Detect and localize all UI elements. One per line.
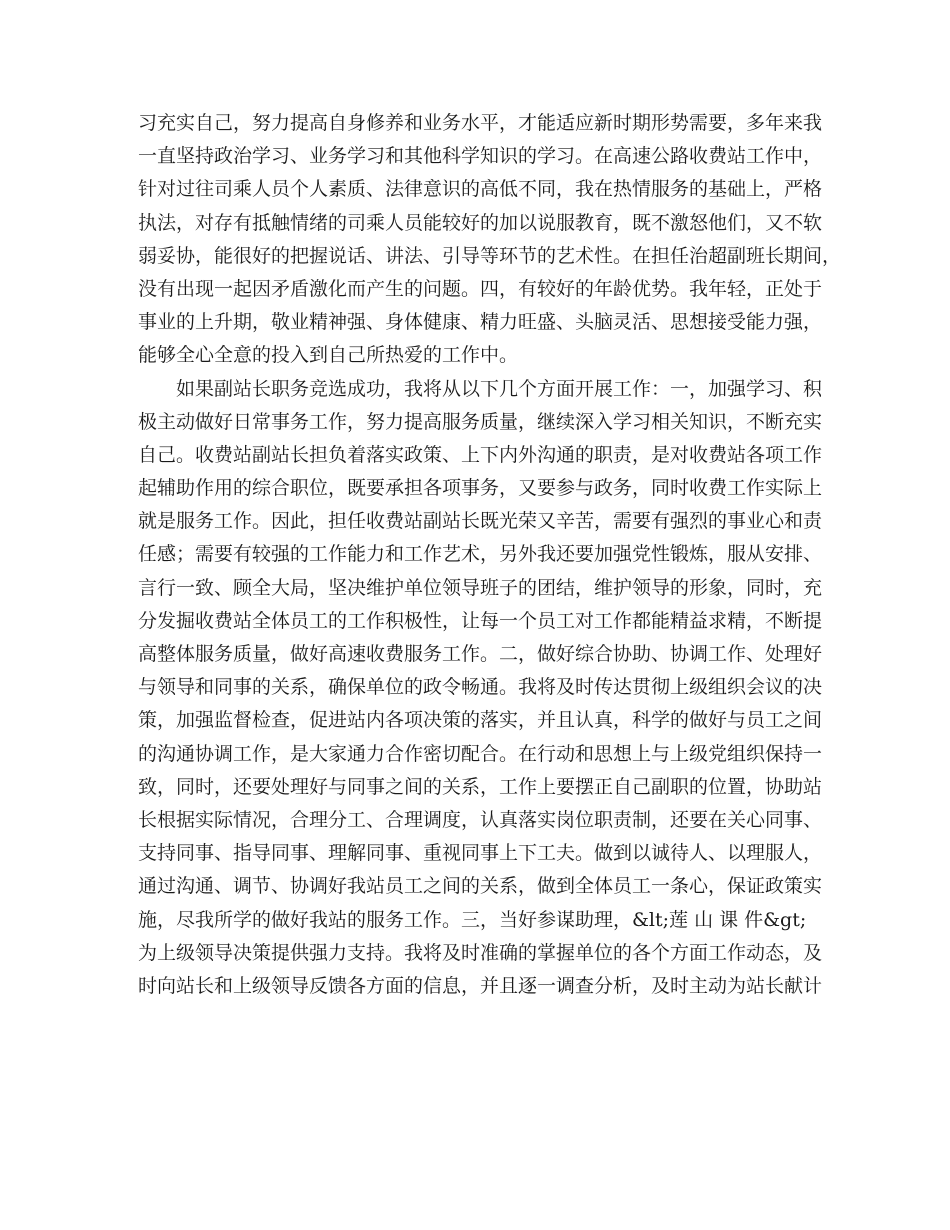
text-line: 就是服务工作。因此，担任收费站副站长既光荣又辛苦，需要有强烈的事业心和责 — [138, 510, 823, 533]
text-line: 一直坚持政治学习、业务学习和其他科学知识的学习。在高速公路收费站工作中， — [138, 145, 823, 168]
text-line: 时向站长和上级领导反馈各方面的信息，并且逐一调查分析，及时主动为站长献计 — [138, 974, 823, 997]
text-line: 针对过往司乘人员个人素质、法律意识的高低不同，我在热情服务的基础上，严格 — [138, 178, 823, 201]
text-line: 弱妥协，能很好的把握说话、讲法、引导等环节的艺术性。在担任治超副班长期间， — [138, 244, 842, 267]
text-line: 没有出现一起因矛盾激化而产生的问题。四，有较好的年龄优势。我年轻，正处于 — [138, 277, 823, 300]
text-line: 长根据实际情况，合理分工、合理调度，认真落实岗位职责制，还要在关心同事、 — [138, 808, 823, 831]
text-line: 起辅助作用的综合职位，既要承担各项事务，又要参与政务，同时收费工作实际上 — [138, 477, 823, 500]
text-line: 分发掘收费站全体员工的工作积极性，让每一个员工对工作都能精益求精，不断提 — [138, 609, 823, 632]
text-line: 高整体服务质量，做好高速收费服务工作。二，做好综合协助、协调工作、处理好 — [138, 643, 823, 665]
text-line: 通过沟通、调节、协调好我站员工之间的关系，做到全体员工一条心，保证政策实 — [138, 875, 823, 898]
text-line: 能够全心全意的投入到自己所热爱的工作中。 — [138, 344, 519, 367]
text-line: 致，同时，还要处理好与同事之间的关系，工作上要摆正自己副职的位置，协助站 — [138, 775, 823, 798]
text-line: 与领导和同事的关系，确保单位的政令畅通。我将及时传达贯彻上级组织会议的决 — [138, 676, 823, 699]
text-line: 任感；需要有较强的工作能力和工作艺术，另外我还要加强党性锻炼，服从安排、 — [138, 543, 823, 566]
text-line: 为上级领导决策提供强力支持。我将及时准确的掌握单位的各个方面工作动态，及 — [138, 941, 823, 964]
text-line: 策，加强监督检查，促进站内各项决策的落实，并且认真，科学的做好与员工之间 — [138, 709, 823, 732]
text-line: 施，尽我所学的做好我站的服务工作。三，当好参谋助理，&lt;莲 山 课 件&gt; — [138, 908, 807, 931]
text-line: 习充实自己，努力提高自身修养和业务水平，才能适应新时期形势需要，多年来我 — [138, 112, 823, 134]
body-text — [138, 107, 842, 1003]
text-line: 自己。收费站副站长担负着落实政策、上下内外沟通的职责，是对收费站各项工作 — [138, 443, 823, 466]
text-line: 的沟通协调工作，是大家通力合作密切配合。在行动和思想上与上级党组织保持一 — [138, 742, 823, 765]
text-line: 事业的上升期，敬业精神强、身体健康、精力旺盛、头脑灵活、思想接受能力强， — [138, 311, 823, 334]
text-line: 极主动做好日常事务工作，努力提高服务质量，继续深入学习相关知识，不断充实 — [138, 410, 823, 433]
text-line: 如果副站长职务竞选成功，我将从以下几个方面开展工作：一，加强学习、积 — [138, 377, 823, 400]
text-line: 执法，对存有抵触情绪的司乘人员能较好的加以说服教育，既不激怒他们，又不软 — [138, 211, 823, 234]
text-line: 支持同事、指导同事、理解同事、重视同事上下工夫。做到以诚待人、以理服人， — [138, 842, 823, 865]
text-line: 言行一致、顾全大局，坚决维护单位领导班子的团结，维护领导的形象，同时，充 — [138, 576, 823, 599]
